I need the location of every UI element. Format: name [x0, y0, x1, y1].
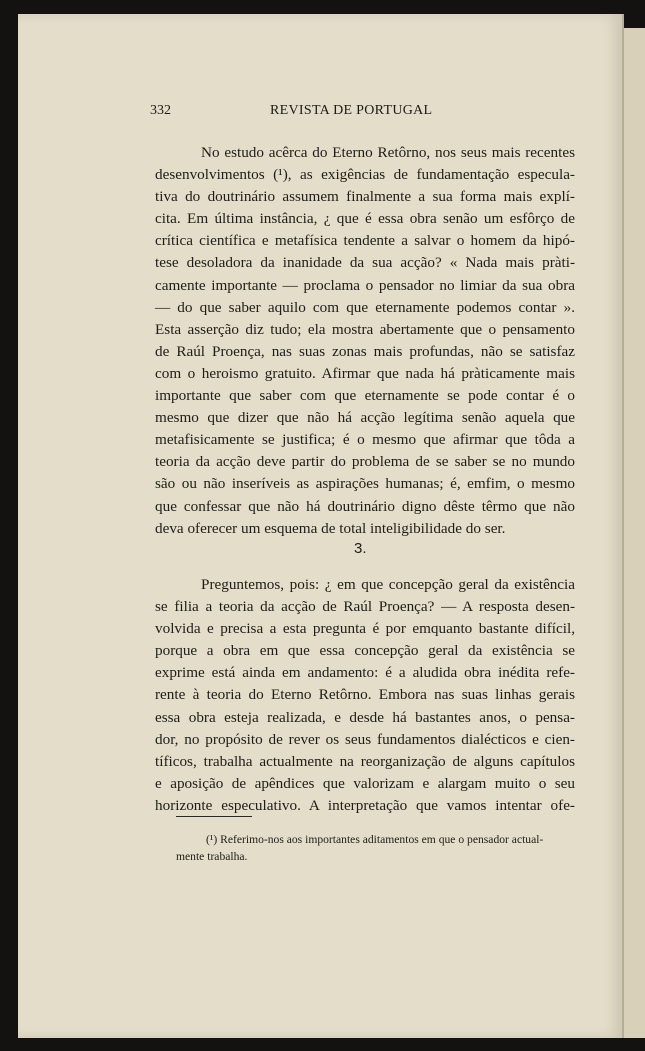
running-head: REVISTA DE PORTUGAL	[270, 103, 433, 118]
adjacent-page-edge	[622, 28, 645, 1038]
text-line: desenvolvimentos (¹), as exigências de fundamentação especula-	[155, 166, 575, 184]
footnote-line: (¹) Referimo-nos aos importantes aditamentos em que o pensador actual-	[206, 833, 544, 846]
text-line: exprime está ainda em andamento: é a aludida obra inédita refe-	[155, 664, 575, 682]
paragraph-1	[155, 142, 575, 540]
text-line: crítica científica e metafísica tendente a salvar o homem da hipó-	[155, 232, 575, 250]
text-line: se filia a teoria da acção de Raúl Proença? — A resposta desen-	[155, 598, 575, 616]
footnote-line: mente trabalha.	[176, 849, 248, 863]
text-line: que confessar que não há doutrinário digno dêste têrmo que não	[155, 497, 575, 515]
text-line: Esta asserção diz tudo; ela mostra abertamente que o pensamento	[155, 320, 575, 338]
text-line: porque a obra em que essa concepção geral da existência se	[155, 642, 575, 660]
text-line: são ou não inseríveis as aspirações humanas; é, emfim, o mesmo	[155, 475, 575, 493]
footnote	[176, 832, 596, 865]
text-line: tíficos, trabalha actualmente na reorganização de alguns capítulos	[155, 752, 575, 770]
text-line: e aposição de apêndices que valorizam e alargam muito o seu	[155, 774, 575, 792]
page-number: 332	[150, 103, 171, 118]
text-line: mesmo que dizer que não há acção legítima senão aquela que	[155, 409, 575, 427]
text-line: — do que saber aquilo com que eternamente podemos contar ».	[155, 298, 575, 316]
text-line: volvida e precisa a esta pregunta é por emquanto bastante difícil,	[155, 620, 575, 638]
text-line: tiva do doutrinário assumem finalmente a sua forma mais explí-	[155, 188, 575, 206]
text-line: importante que saber com que eternamente se pode contar é o	[155, 387, 575, 405]
text-line: deva oferecer um esquema de total inteligibilidade do ser.	[155, 519, 506, 537]
footnote-divider	[176, 816, 252, 817]
text-line: de Raúl Proença, nas suas zonas mais profundas, não se satisfaz	[155, 342, 575, 360]
text-line: horizonte especulativo. A interpretação que vamos intentar ofe-	[155, 796, 575, 814]
section-number: 3.	[354, 540, 367, 557]
text-line: Preguntemos, pois: ¿ em que concepção geral da existência	[201, 576, 575, 593]
text-line: teoria da acção deve partir do problema de se saber se no mundo	[155, 453, 575, 471]
text-line: rente à teoria do Eterno Retôrno. Embora nas suas linhas gerais	[155, 686, 575, 704]
paragraph-2	[155, 574, 575, 817]
text-line: tese desoladora da inanidade da sua acção? « Nada mais pràti-	[155, 254, 575, 272]
text-line: No estudo acêrca do Eterno Retôrno, nos seus mais recentes	[201, 144, 575, 161]
text-line: com o heroismo gratuito. Afirmar que nada há pràticamente mais	[155, 364, 575, 382]
text-line: dor, no propósito de rever os seus fundamentos dialécticos e cien-	[155, 730, 575, 748]
text-line: camente importante — proclama o pensador no limiar da sua obra	[155, 276, 575, 294]
text-line: cita. Em última instância, ¿ que é essa obra senão um esfôrço de	[155, 210, 575, 228]
text-line: essa obra esteja realizada, e desde há bastantes anos, o pensa-	[155, 708, 575, 726]
text-line: metafisicamente se justifica; é o mesmo que afirmar que tôda a	[155, 431, 575, 449]
